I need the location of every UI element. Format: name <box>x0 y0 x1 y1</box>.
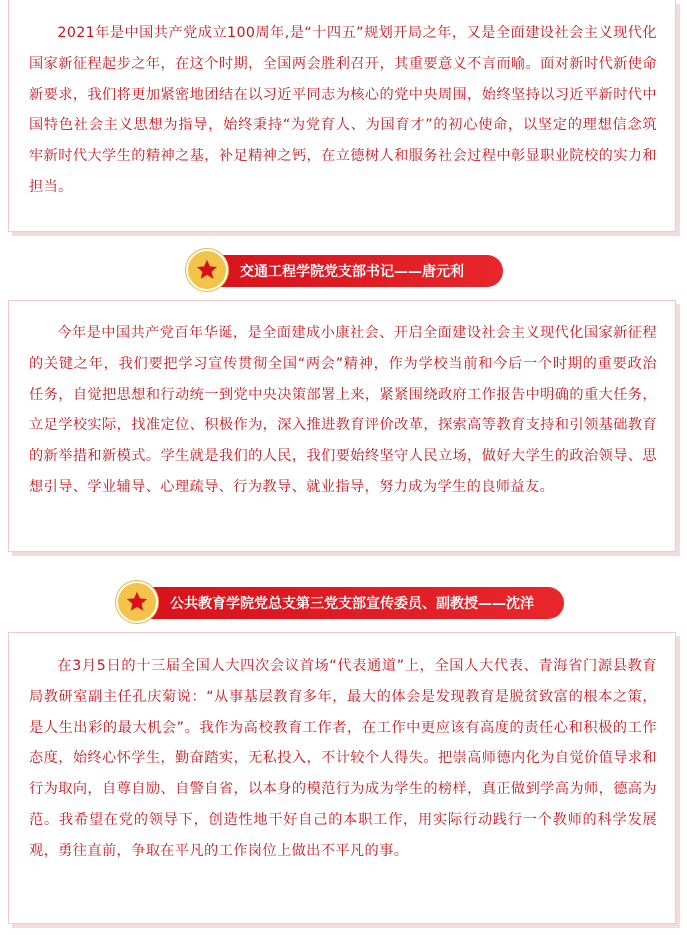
star-icon <box>116 581 158 623</box>
paragraph-2: 今年是中国共产党百年华诞，是全面建成小康社会、开启全面建设社会主义现代化国家新征程的关键之年，我们要把学习宣传贯彻全国“两会”精神，作为学校当前和今后一个时期的重要政治任务，自觉把思想和行动统一到党中央决策部署上来，紧紧围绕政府工作报告中明确的重大任务，立足学校实际，找准定位、积极作为，深入推进教育评价改革，探索高等教育支持和引领基础教育的新举措和新模式。学生就是我们的人民，我们要始终坚守人民立场，做好大学生的政治领导、思想引导、学业辅导、心理疏导、行为教导、就业指导，努力成为学生的良师益友。 <box>29 325 657 495</box>
speaker-banner-1 <box>192 255 503 287</box>
text-card-1 <box>8 0 676 232</box>
paragraph-3: 在3月5日的十三届全国人大四次会议首场“代表通道”上，全国人大代表、青海省门源县教育局教研室副主任孔庆菊说：“从事基层教育多年，最大的体会是发现教育是脱贫致富的根本之策，是人生出彩的最大机会”。我作为高校教育工作者，在工作中更应该有高度的责任心和积极的工作态度，始终心怀学生，勤奋踏实，无私投入，不计较个人得失。把崇高师德内化为自觉价值导求和行为取向，自尊自励、自警自省，以本身的模范行为成为学生的榜样，真正做到学高为师，德高为范。我希望在党的领导下，创造性地干好自己的本职工作，用实际行动践行一个教师的科学发展观，勇往直前，争取在平凡的工作岗位上做出不平凡的事。 <box>29 658 657 859</box>
star-icon <box>186 249 228 291</box>
text-card-2 <box>8 300 676 552</box>
speaker-title-2: 公共教育学院党总支第三党支部宣传委员、副教授——沈洋 <box>170 596 534 612</box>
text-card-3 <box>8 632 676 924</box>
paragraph-1: 2021年是中国共产党成立100周年,是“十四五”规划开局之年，又是全面建设社会主义现代化国家新征程起步之年，在这个时期，全国两会胜利召开，其重要意义不言而喻。面对新时代新使命新要求，我们将更加紧密地团结在以习近平同志为核心的党中央周围，始终坚持以习近平新时代中国特色社会主义思想为指导，始终秉持“为党育人、为国育才”的初心使命，以坚定的理想信念筑牢新时代大学生的精神之基，补足精神之钙，在立德树人和服务社会过程中彰显职业院校的实力和担当。 <box>29 25 657 195</box>
speaker-banner-2 <box>122 587 564 619</box>
speaker-title-1: 交通工程学院党支部书记——唐元利 <box>240 264 464 280</box>
